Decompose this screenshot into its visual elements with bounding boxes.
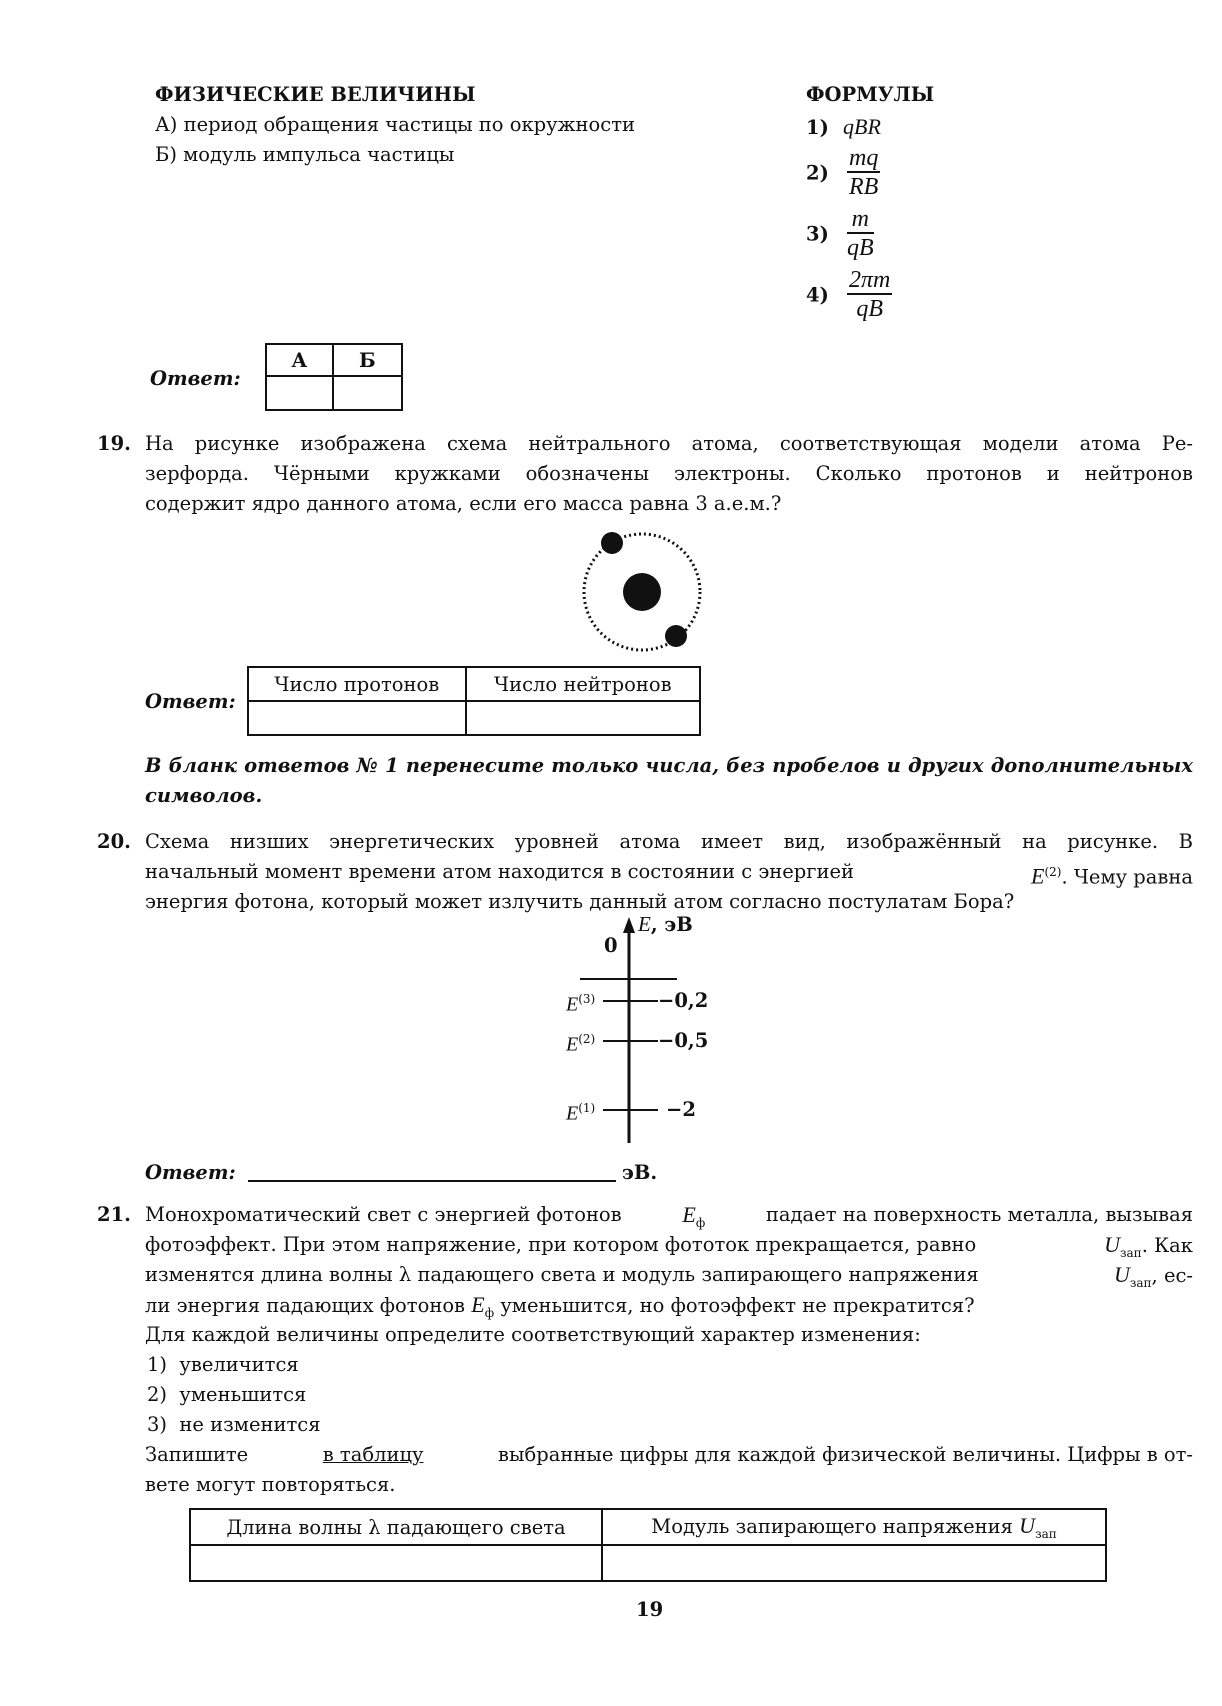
level-3-symbol: E — [566, 993, 579, 1016]
formula-1-expr: qBR — [843, 114, 881, 139]
task20-line-2-text: начальный момент времени атом находится в состоянии с энергией — [145, 860, 855, 883]
answer-cell-voltage[interactable] — [602, 1545, 1106, 1581]
level-1-symbol: E — [566, 1102, 579, 1125]
task21-write-line-1 — [145, 1440, 1193, 1470]
level-2-sup: (2) — [578, 1032, 596, 1046]
t21-l3-a: изменятся длина волны λ падающего света и модуль запирающего напряжения — [145, 1263, 979, 1286]
electron-2 — [665, 625, 687, 647]
quantity-a — [155, 110, 635, 140]
photon-energy-sub-2: ф — [484, 1305, 495, 1320]
answer-col-voltage — [602, 1509, 1106, 1545]
answer-cell-b[interactable] — [333, 376, 402, 410]
answer-col-protons: Число протонов — [248, 667, 466, 701]
quantity-b — [155, 140, 454, 170]
stop-voltage-symbol-2: U — [1113, 1262, 1130, 1287]
option-3: 3) не изменится — [147, 1413, 321, 1436]
task19-line-1: На рисунке изображена схема нейтрального атома, соответствующая модели атома Ре- — [145, 432, 1193, 455]
answer-cell-wavelength[interactable] — [190, 1545, 602, 1581]
t21-write-b: выбранные цифры для каждой физической величины. Цифры в от- — [497, 1443, 1193, 1466]
t21-l4-b: уменьшится, но фотоэффект не прекратится? — [500, 1294, 975, 1317]
level-1-name — [566, 1096, 595, 1126]
task19-answer-table — [247, 666, 701, 736]
formula-1-num: 1) — [806, 116, 829, 139]
answer-col-a: А — [266, 344, 333, 376]
task19-answer-label: Ответ: — [145, 690, 236, 713]
quantity-b-text: модуль импульса частицы — [183, 143, 455, 166]
energy-superscript: (2) — [1044, 865, 1062, 879]
formula-4-numerator: 2πm — [849, 267, 891, 293]
formula-3 — [806, 206, 874, 262]
option-1: 1) увеличится — [147, 1353, 299, 1376]
atom-diagram — [575, 525, 705, 655]
t21-l1-b: падает на поверхность металла, вызывая — [765, 1203, 1193, 1226]
level-3-value: −0,2 — [658, 989, 709, 1012]
level-2-name — [566, 1027, 595, 1057]
task20-answer-field[interactable] — [248, 1180, 616, 1182]
answer-col-b: Б — [333, 344, 402, 376]
level-2-symbol: E — [566, 1033, 579, 1056]
quantities-header: ФИЗИЧЕСКИЕ ВЕЛИЧИНЫ — [155, 83, 476, 106]
task21-instruction: Для каждой величины определите соответствующий характер изменения: — [145, 1323, 921, 1346]
zero-label: 0 — [604, 934, 618, 957]
task19-line-2: зерфорда. Чёрными кружками обозначены электроны. Сколько протонов и нейтронов — [145, 462, 1193, 485]
stop-voltage-sub-2: зап — [1129, 1275, 1152, 1290]
formula-4-num: 4) — [806, 283, 829, 307]
nucleus — [623, 573, 661, 611]
task20-answer-unit: эВ. — [622, 1161, 658, 1184]
formula-4-fraction — [847, 267, 892, 323]
formula-2-num: 2) — [806, 161, 829, 185]
task21-write-line-2: вете могут повторяться. — [145, 1473, 396, 1496]
task20-line-1: Схема низших энергетических уровней атома имеет вид, изображённый на рисунке. В — [145, 830, 1193, 853]
t21-l1-a: Монохроматический свет с энергией фотонов — [145, 1203, 622, 1226]
task19-note-line-2: символов. — [145, 784, 263, 807]
option-2: 2) уменьшится — [147, 1383, 307, 1406]
photon-energy-symbol: E — [682, 1202, 696, 1227]
formulas-header: ФОРМУЛЫ — [806, 83, 935, 106]
axis-label-e: E — [638, 912, 651, 936]
task21-number: 21. — [97, 1203, 131, 1226]
formula-4 — [806, 267, 892, 323]
answer-col-wavelength: Длина волны λ падающего света — [190, 1509, 602, 1545]
answer-cell-protons[interactable] — [248, 701, 466, 735]
level-2-value: −0,5 — [658, 1029, 709, 1052]
level-1-value: −2 — [666, 1098, 696, 1121]
formula-3-numerator: m — [847, 206, 874, 234]
stop-voltage-symbol: U — [1104, 1232, 1120, 1257]
axis-label — [638, 911, 693, 938]
task19-note-line-1: В бланк ответов № 1 перенесите только числа, без пробелов и других дополнительных — [145, 754, 1193, 777]
task19-number: 19. — [97, 432, 131, 455]
t21-write-link: в таблицу — [322, 1443, 424, 1466]
t21-l2-a: фотоэффект. При этом напряжение, при котором фототок прекращается, равно — [145, 1233, 977, 1256]
energy-level-diagram — [540, 912, 760, 1145]
formula-2 — [806, 145, 880, 201]
task21-answer-table — [189, 1508, 1107, 1582]
energy-symbol: E — [1030, 863, 1045, 889]
electron-1 — [601, 532, 623, 554]
task20-line-3: энергия фотона, который может излучить данный атом согласно постулатам Бора? — [145, 890, 1015, 913]
stop-voltage-sub: зап — [1119, 1245, 1142, 1260]
photon-energy-sub: ф — [695, 1215, 706, 1230]
task20-line-2-tail: . Чему равна — [1061, 865, 1193, 889]
task20-number: 20. — [97, 830, 131, 853]
axis-label-unit: , эВ — [650, 913, 693, 936]
t21-l3-b: , ес- — [1151, 1264, 1193, 1287]
col2-text: Модуль запирающего напряжения — [651, 1515, 1013, 1539]
answer-cell-neutrons[interactable] — [466, 701, 700, 735]
formula-3-denominator: qB — [847, 235, 874, 261]
photon-energy-symbol-2: E — [471, 1292, 485, 1317]
quantity-a-letter: А) — [155, 113, 178, 136]
task19-line-3: содержит ядро данного атома, если его масса равна 3 а.е.м.? — [145, 492, 782, 515]
col2-u-symbol: U — [1019, 1513, 1036, 1539]
formula-2-fraction — [847, 145, 880, 201]
quantity-a-text: период обращения частицы по окружности — [183, 113, 635, 136]
formula-2-denominator: RB — [849, 174, 879, 200]
formula-3-num: 3) — [806, 222, 829, 246]
formula-1 — [806, 112, 881, 143]
level-1-sup: (1) — [578, 1101, 596, 1115]
level-3-sup: (3) — [578, 992, 596, 1006]
task18-answer-label: Ответ: — [150, 367, 241, 390]
t21-l4-a: ли энергия падающих фотонов — [145, 1294, 466, 1317]
t21-l2-b: . Как — [1141, 1234, 1193, 1257]
quantity-b-letter: Б) — [155, 143, 177, 166]
formula-4-denominator: qB — [856, 296, 884, 322]
task18-answer-table — [265, 343, 403, 411]
col2-u-sub: зап — [1035, 1526, 1057, 1541]
formula-2-numerator: mq — [849, 145, 879, 171]
t21-write-a: Запишите — [145, 1443, 249, 1466]
level-3-name — [566, 987, 595, 1017]
answer-col-neutrons: Число нейтронов — [466, 667, 700, 701]
task20-answer-label: Ответ: — [145, 1161, 236, 1184]
answer-cell-a[interactable] — [266, 376, 333, 410]
formula-3-fraction — [847, 206, 874, 262]
axis-arrow-icon — [623, 917, 635, 933]
page-number: 19 — [636, 1598, 664, 1621]
